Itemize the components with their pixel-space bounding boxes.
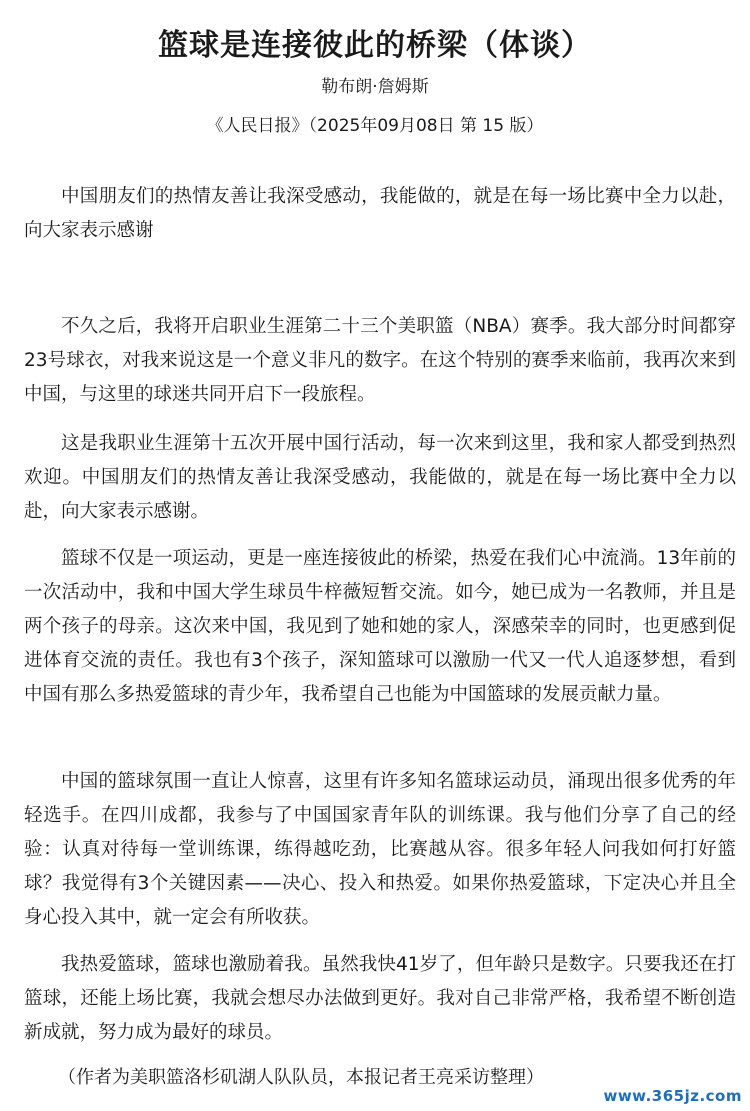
article-paragraph: 这是我职业生涯第十五次开展中国行活动，每一次来到这里，我和家人都受到热烈欢迎。中国朋友们的热情友善让我深受感动，我能做的，就是在每一场比赛中全力以赴，向大家表示感谢。 [24, 433, 736, 522]
article-title: 篮球是连接彼此的桥梁（体谈） [158, 28, 592, 64]
article-paragraph-lead: 中国朋友们的热情友善让我深受感动，我能做的，就是在每一场比赛中全力以赴，向大家表示感谢 [24, 186, 736, 241]
article-paragraph: 我热爱篮球，篮球也激励着我。虽然我快41岁了，但年龄只是数字。只要我还在打篮球，还能上场比赛，我就会想尽办法做到更好。我对自己非常严格，我希望不断创造新成就，努力成为最好的球员。 [24, 954, 736, 1043]
article-paragraph: 不久之后，我将开启职业生涯第二十三个美职篮（NBA）赛季。我大部分时间都穿23号球衣，对我来说这是一个意义非凡的数字。在这个特别的赛季来临前，我再次来到中国，与这里的球迷共同开启下一段旅程。 [24, 316, 736, 405]
article-author: 勒布朗·詹姆斯 [321, 77, 429, 97]
site-watermark: www.365jz.com [603, 1087, 742, 1105]
article-paragraph: 中国的篮球氛围一直让人惊喜，这里有许多知名篮球运动员，涌现出很多优秀的年轻选手。在四川成都，我参与了中国国家青年队的训练课。我与他们分享了自己的经验：认真对待每一堂训练课，练得越吃劲，比赛越从容。很多年轻人问我如何打好篮球？我觉得有3个关键因素——决心、投入和热爱。如果你热爱篮球，下定决心并且全身心投入其中，就一定会有所收获。 [24, 771, 736, 928]
article-source: 《人民日报》（2025年09月08日 第 15 版） [206, 116, 544, 136]
article-paragraph: 篮球不仅是一项运动，更是一座连接彼此的桥梁，热爱在我们心中流淌。13年前的一次活动中，我和中国大学生球员牛梓薇短暂交流。如今，她已成为一名教师，并且是两个孩子的母亲。这次来中国，我见到了她和她的家人，深感荣幸的同时，也更感到促进体育交流的责任。我也有3个孩子，深知篮球可以激励一代又一代人追逐梦想，看到中国有那么多热爱篮球的青少年，我希望自己也能为中国篮球的发展贡献力量。 [24, 548, 736, 705]
article-credit: （作者为美职篮洛杉矶湖人队队员，本报记者王亮采访整理） [58, 1067, 544, 1088]
